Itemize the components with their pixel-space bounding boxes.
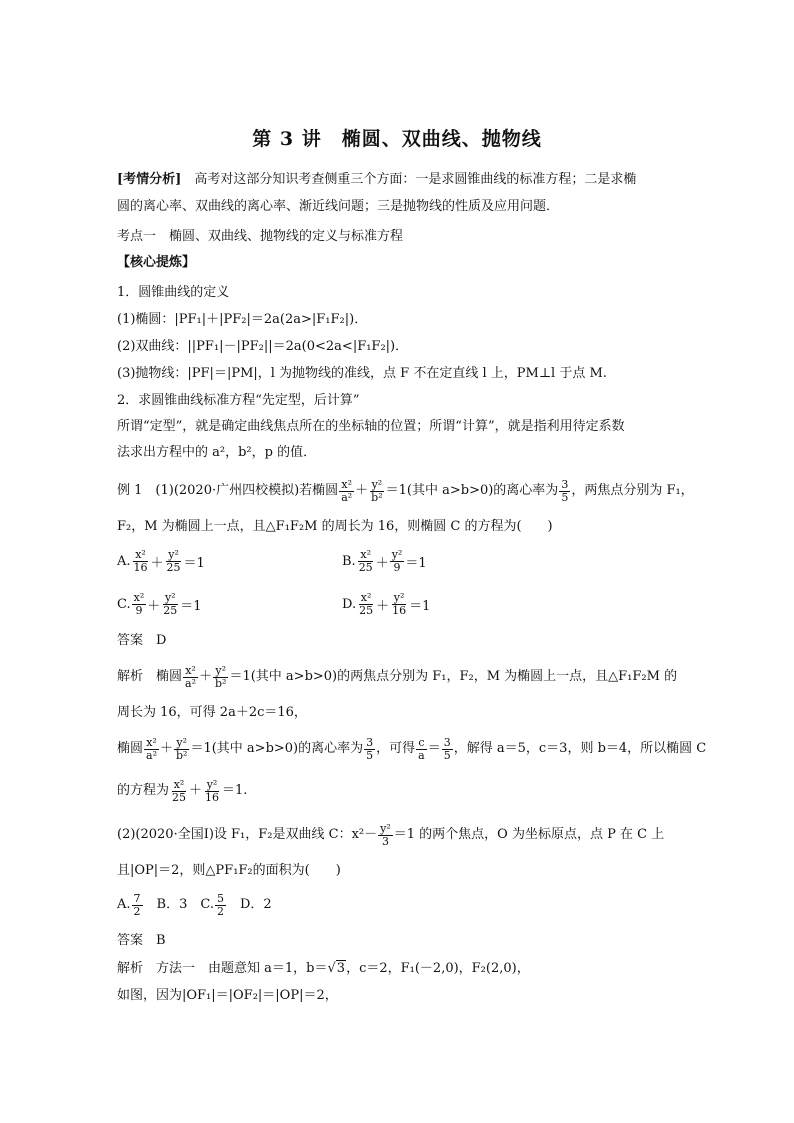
option-c: C. $\frac{\text{x²}}{9}$ ＋ $\frac{\text{y²}}{25}$ ＝1 (117, 590, 202, 617)
ex1-options-row-2 (117, 587, 677, 621)
ex1-jiexi-line-1: 解析 椭圆 $\frac{\text{x²}}{\text{a²}}$ ＋ $\frac{\text{y²}}{\text{b²}}$ ＝1(其中 a>b>0)的两焦点分别为 F₁，F₂，M 为椭圆上一点，且△F₁F₂M 的 (117, 663, 678, 690)
def-hyperbola: (2)双曲线：||PF₁|－|PF₂||＝2a(0<2a<|F₁F₂|)． (117, 339, 409, 354)
kaodian-heading: 考点一 椭圆、双曲线、抛物线的定义与标准方程 (117, 229, 404, 244)
ex2-line-2: 且|OP|＝2，则△PF₁F₂的面积为( ) (117, 863, 341, 878)
ex1-line-2: F₂，M 为椭圆上一点，且△F₁F₂M 的周长为 16，则椭圆 C 的方程为( ) (117, 519, 553, 534)
intro-text-1: 高考对这部分知识考查侧重三个方面：一是求圆锥曲线的标准方程；二是求椭 (181, 172, 637, 187)
ex1-text-a: 例 1 (1)(2020·广州四校模拟)若椭圆 (117, 483, 339, 498)
ex1-jiexi-line-2: 周长为 16，可得 2a＋2c＝16， (117, 705, 307, 720)
def-ellipse: (1)椭圆：|PF₁|＋|PF₂|＝2a(2a>|F₁F₂|)． (117, 312, 368, 327)
ex2-answer: 答案 B (117, 933, 166, 948)
ex1-text-b: ＝1(其中 a>b>0)的离心率为 (385, 483, 559, 498)
def-heading: 1．圆锥曲线的定义 (117, 285, 230, 300)
intro-tag: [考情分析] (117, 172, 182, 187)
hexin-heading: 【核心提炼】 (117, 255, 196, 270)
ex1-text-c: ，两焦点分别为 F₁， (571, 483, 694, 498)
intro-line-1 (117, 171, 677, 189)
page-title: 第 3 讲 椭圆、双曲线、抛物线 (252, 128, 542, 150)
option-d: D. $\frac{\text{x²}}{25}$ ＋ $\frac{\text{y²}}{16}$ ＝1 (342, 590, 431, 617)
std-heading: 2．求圆锥曲线标准方程“先定型，后计算” (117, 393, 360, 408)
ex2-jiexi-line-1: 解析 方法一 由题意知 a＝1，b＝√3，c＝2，F₁(－2,0)，F₂(2,0)， (117, 961, 530, 976)
ex1-jiexi-line-4: 的方程为 $\frac{\text{x²}}{25}$ ＋ $\frac{\text{y²}}{16}$ ＝1. (117, 777, 248, 804)
intro-line-2: 圆的离心率、双曲线的离心率、渐近线问题；三是抛物线的性质及应用问题． (117, 199, 560, 214)
def-parabola: (3)抛物线：|PF|＝|PM|，l 为抛物线的准线，点 F 不在定直线 l 上，PM⊥l 于点 M. (117, 366, 607, 381)
fraction: $\frac{\text{x²}}{\text{a²}}$ (341, 477, 353, 504)
ex2-jiexi-line-2: 如图，因为|OF₁|＝|OF₂|＝|OP|＝2， (117, 988, 338, 1003)
fraction: $\frac{\text{y²}}{\text{b²}}$ (371, 477, 383, 504)
sqrt-sign: √ (327, 961, 336, 976)
ex1-jiexi-line-3: 椭圆 $\frac{\text{x²}}{\text{a²}}$ ＋ $\frac{\text{y²}}{\text{b²}}$ ＝1(其中 a>b>0)的离心率为 $\frac{3}{5}$ ，可得 $\frac{c}{a}$ ＝ $\frac{3}{5}$ ，解得 a＝5，c＝3，则 b＝4，所以椭圆 C (117, 735, 707, 762)
fraction: $\frac{3}{5}$ (561, 477, 569, 504)
ex1-options-row-1 (117, 544, 677, 578)
std-line-2: 法求出方程中的 a²，b²，p 的值． (117, 445, 317, 460)
ex2-line-1: (2)(2020·全国Ⅰ)设 F₁，F₂是双曲线 C：x²－ $\frac{\text{y²}}{3}$ ＝1 的两个焦点，O 为坐标原点，点 P 在 C 上 (117, 821, 665, 848)
option-a: A. $\frac{\text{x²}}{16}$ ＋ $\frac{\text{y²}}{25}$ ＝1 (117, 547, 205, 574)
option-b: B. $\frac{\text{x²}}{25}$ ＋ $\frac{\text{y²}}{9}$ ＝1 (342, 547, 427, 574)
ex1-line-1: 例 1 (1)(2020·广州四校模拟)若椭圆 $\frac{\text{x²}}{\text{a²}}$ ＋ $\frac{\text{y²}}{\text{b²}}$ ＝1(其中 a>b>0)的离心率为 $\frac{3}{5}$ ，两焦点分别为 F₁， (117, 477, 694, 504)
ex2-options: A. $\frac{7}{2}$ B．3 C. $\frac{5}{2}$ D．2 (117, 891, 272, 918)
ex1-answer: 答案 D (117, 633, 167, 648)
std-line-1: 所谓“定型”，就是确定曲线焦点所在的坐标轴的位置；所谓“计算”，就是指利用待定系数 (117, 419, 625, 434)
